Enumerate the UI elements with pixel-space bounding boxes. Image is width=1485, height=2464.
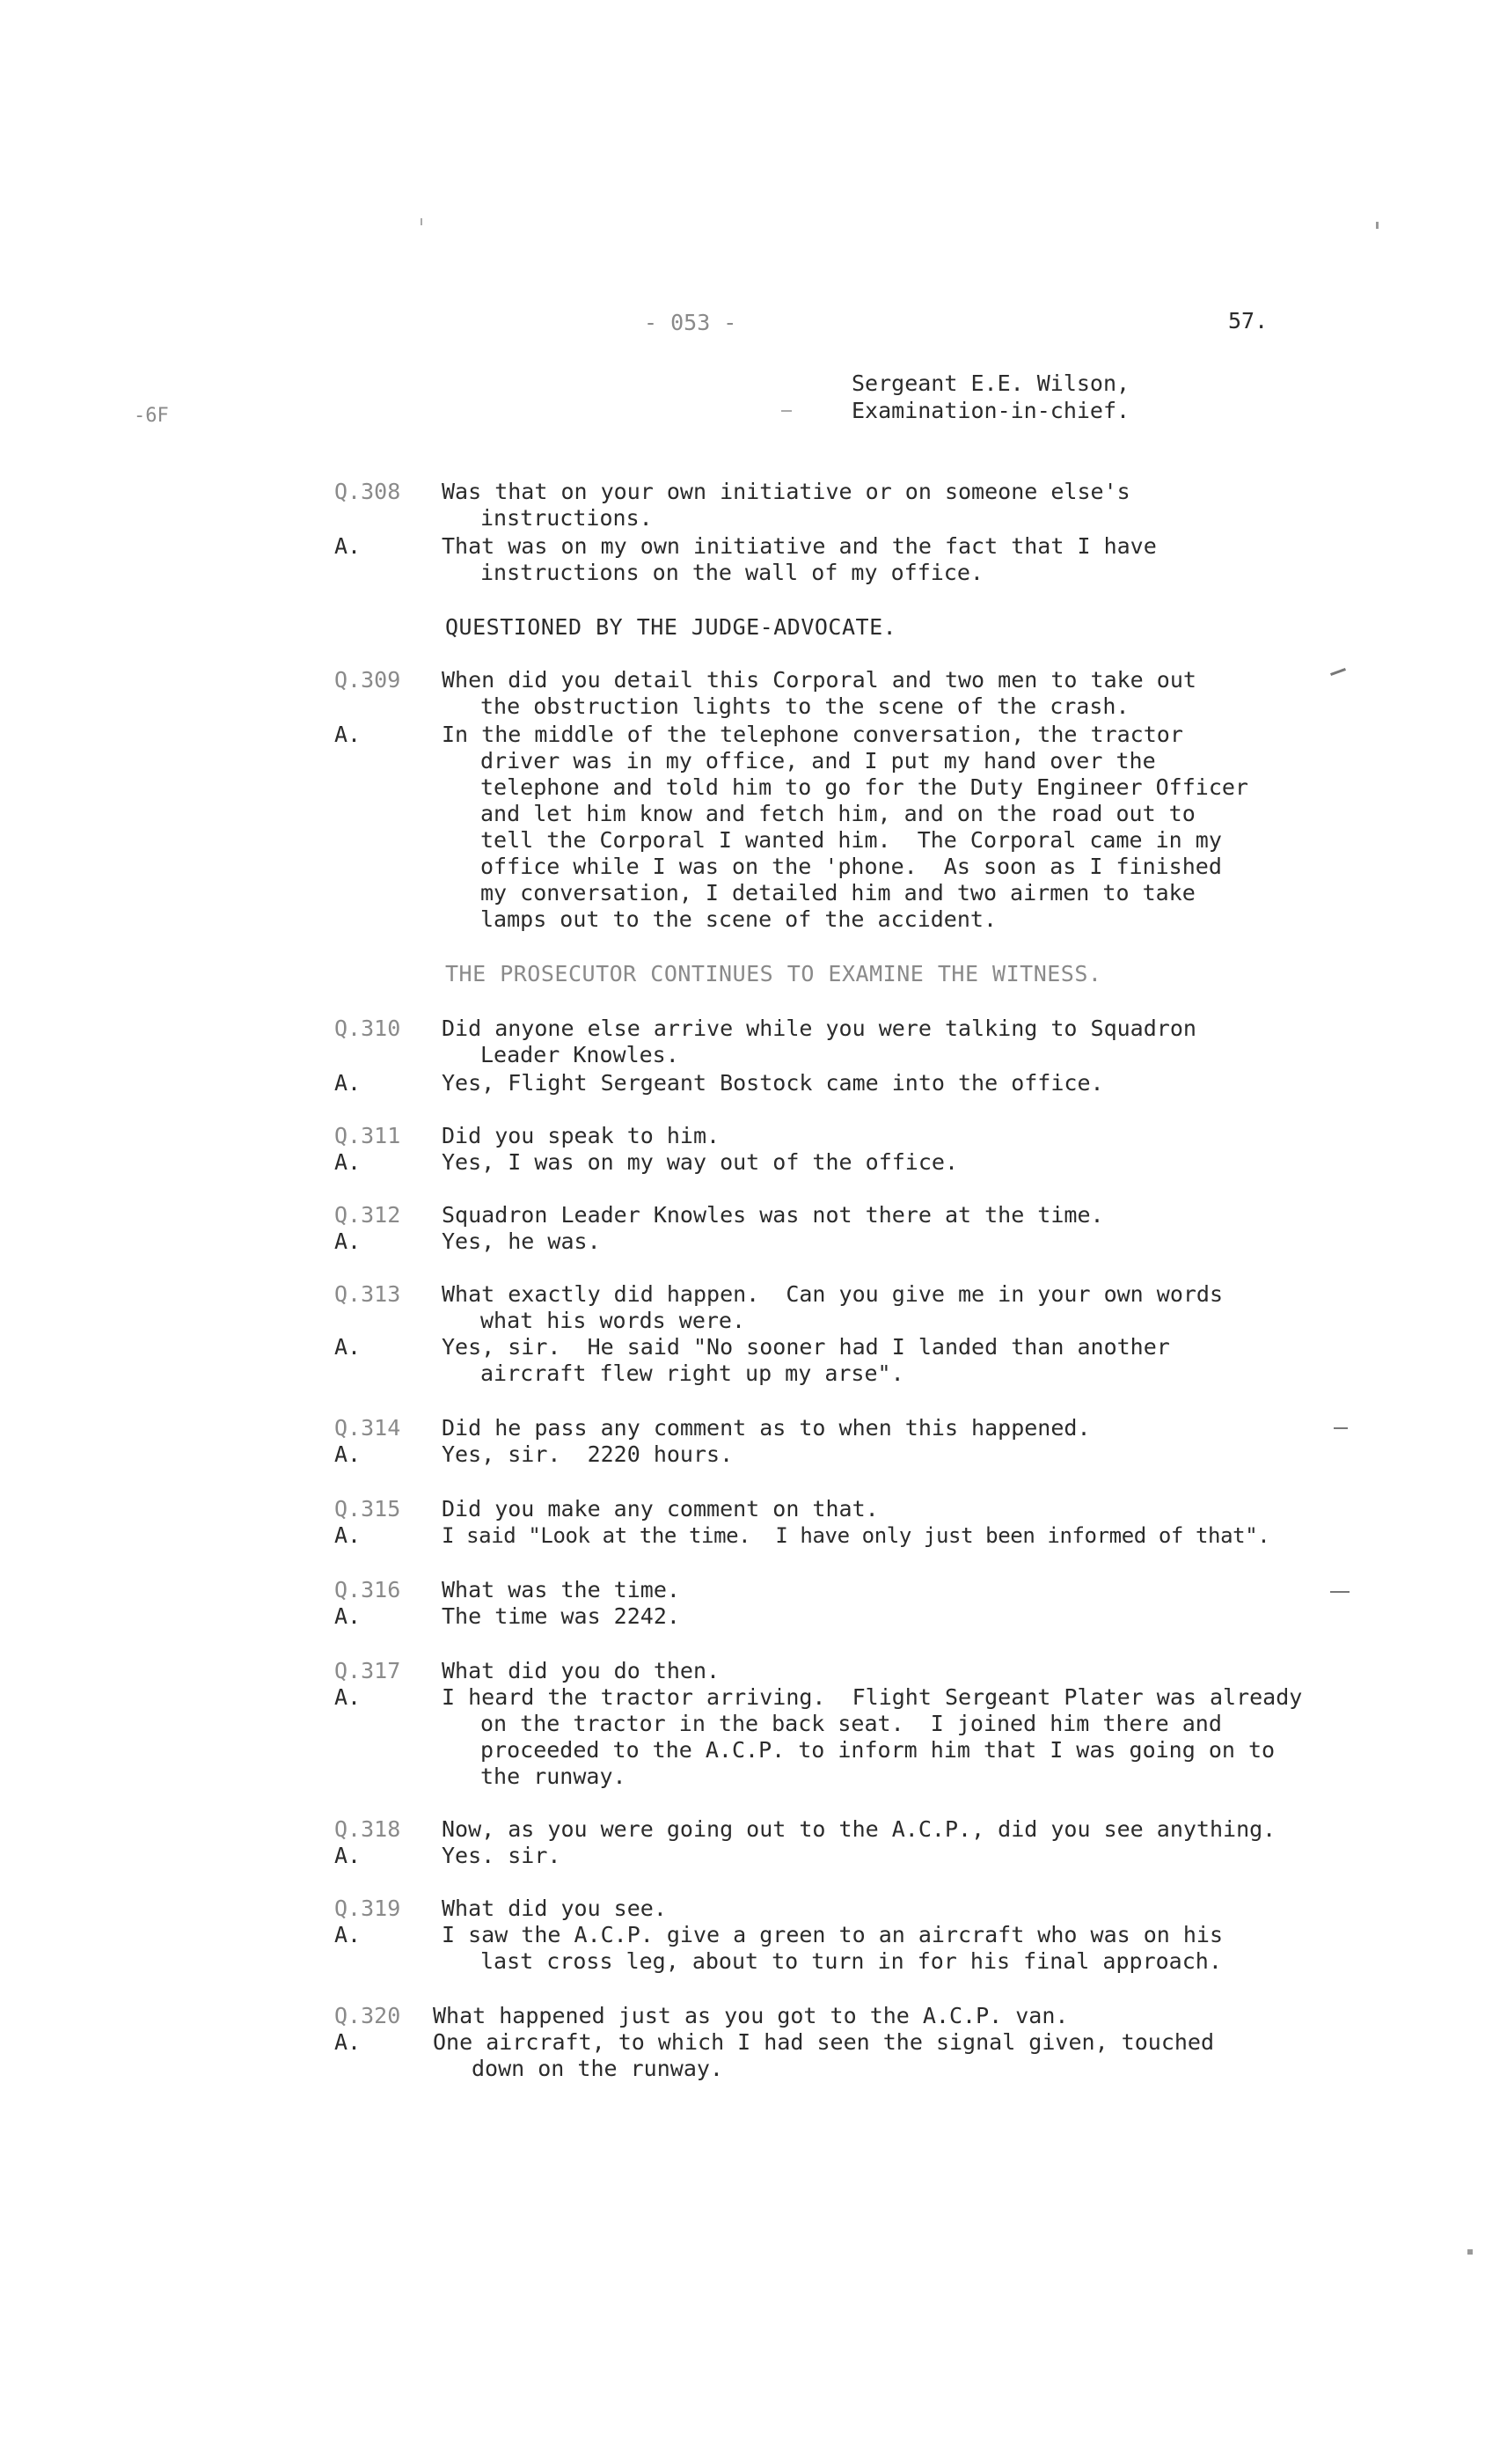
- answer-text: Yes, I was on my way out of the office.: [442, 1149, 958, 1175]
- answer-text: Yes, Flight Sergeant Bostock came into the office.: [442, 1070, 1104, 1096]
- answer-label: A.: [334, 1603, 362, 1629]
- answer-label: A.: [334, 533, 362, 559]
- question-text: Now, as you were going out to the A.C.P., did you see anything.: [442, 1816, 1277, 1842]
- answer-label: A.: [334, 1334, 362, 1360]
- question-text: Was that on your own initiative or on someone else's: [442, 479, 1130, 504]
- answer-text: aircraft flew right up my arse".: [480, 1360, 904, 1386]
- question-label: Q.310: [334, 1016, 401, 1041]
- answer-text: That was on my own initiative and the fact that I have: [442, 533, 1157, 559]
- question-text: What did you do then.: [442, 1658, 721, 1683]
- answer-text: the runway.: [480, 1764, 626, 1789]
- question-label: Q.319: [334, 1896, 401, 1921]
- answer-label: A.: [334, 1070, 362, 1096]
- scan-mark: [1330, 1591, 1350, 1593]
- answer-text: I heard the tractor arriving. Flight Sergeant Plater was already: [442, 1684, 1303, 1710]
- question-label: Q.312: [334, 1202, 401, 1228]
- question-text: What was the time.: [442, 1577, 680, 1602]
- question-text: instructions.: [480, 505, 653, 531]
- answer-text: tell the Corporal I wanted him. The Corporal came in my: [480, 827, 1222, 853]
- answer-text: and let him know and fetch him, and on the road out to: [480, 801, 1196, 826]
- question-text: Did anyone else arrive while you were talking to Squadron: [442, 1016, 1196, 1041]
- answer-text: I saw the A.C.P. give a green to an aircraft who was on his: [442, 1922, 1224, 1947]
- answer-text: The time was 2242.: [442, 1603, 680, 1629]
- question-text: What did you see.: [442, 1896, 667, 1921]
- question-text: What happened just as you got to the A.C.P. van.: [433, 2003, 1069, 2028]
- question-label: Q.311: [334, 1123, 401, 1148]
- scan-mark: [781, 410, 792, 412]
- answer-text: Yes, sir. 2220 hours.: [442, 1441, 734, 1467]
- answer-text: last cross leg, about to turn in for his final approach.: [480, 1948, 1222, 1974]
- answer-label: A.: [334, 1684, 362, 1710]
- question-label: Q.308: [334, 479, 401, 504]
- question-text: Squadron Leader Knowles was not there at the time.: [442, 1202, 1104, 1228]
- answer-text: telephone and told him to go for the Duty Engineer Officer: [480, 774, 1248, 800]
- question-text: Did you make any comment on that.: [442, 1496, 879, 1522]
- answer-text: instructions on the wall of my office.: [480, 560, 984, 585]
- page-number-center: - 053 -: [644, 310, 737, 335]
- answer-label: A.: [334, 2029, 362, 2055]
- question-text: When did you detail this Corporal and two men to take out: [442, 667, 1196, 693]
- answer-text: One aircraft, to which I had seen the signal given, touched: [433, 2029, 1215, 2055]
- answer-label: A.: [334, 1149, 362, 1175]
- answer-text: driver was in my office, and I put my hand over the: [480, 748, 1156, 774]
- margin-reference: -6F: [134, 405, 169, 427]
- question-text: Leader Knowles.: [480, 1042, 679, 1067]
- question-label: Q.315: [334, 1496, 401, 1522]
- question-text: the obstruction lights to the scene of the crash.: [480, 693, 1130, 719]
- witness-header: [852, 370, 1130, 424]
- scan-mark: [1376, 222, 1379, 229]
- scan-mark: [421, 218, 422, 225]
- answer-text: on the tractor in the back seat. I joined him there and: [480, 1711, 1222, 1736]
- scan-mark: [1467, 2249, 1473, 2255]
- section-heading-prosecutor: THE PROSECUTOR CONTINUES TO EXAMINE THE WITNESS.: [445, 961, 1102, 986]
- answer-label: A.: [334, 1843, 362, 1868]
- question-text: Did he pass any comment as to when this happened.: [442, 1415, 1091, 1441]
- witness-name: Sergeant E.E. Wilson,: [852, 370, 1130, 396]
- answer-text: office while I was on the 'phone. As soon as I finished: [480, 854, 1222, 879]
- answer-label: A.: [334, 722, 362, 747]
- question-label: Q.309: [334, 667, 401, 693]
- examination-stage: Examination-in-chief.: [852, 398, 1130, 423]
- question-label: Q.314: [334, 1415, 401, 1441]
- answer-text: proceeded to the A.C.P. to inform him that I was going on to: [480, 1737, 1276, 1763]
- answer-text: Yes. sir.: [442, 1843, 561, 1868]
- question-label: Q.318: [334, 1816, 401, 1842]
- answer-text: Yes, sir. He said "No sooner had I landed than another: [442, 1334, 1170, 1360]
- answer-text: Yes, he was.: [442, 1228, 601, 1254]
- answer-text: I said "Look at the time. I have only just been informed of that".: [442, 1523, 1270, 1548]
- answer-label: A.: [334, 1441, 362, 1467]
- answer-text: In the middle of the telephone conversation, the tractor: [442, 722, 1183, 747]
- answer-text: down on the runway.: [472, 2056, 723, 2081]
- question-label: Q.317: [334, 1658, 401, 1683]
- question-text: Did you speak to him.: [442, 1123, 721, 1148]
- answer-text: my conversation, I detailed him and two airmen to take: [480, 880, 1196, 906]
- question-text: what his words were.: [480, 1308, 746, 1333]
- answer-label: A.: [334, 1522, 362, 1548]
- answer-label: A.: [334, 1228, 362, 1254]
- section-heading-judge: QUESTIONED BY THE JUDGE-ADVOCATE.: [445, 614, 897, 640]
- scan-mark: [1334, 1427, 1348, 1429]
- question-label: Q.320: [334, 2003, 401, 2028]
- answer-label: A.: [334, 1922, 362, 1947]
- question-label: Q.316: [334, 1577, 401, 1602]
- question-text: What exactly did happen. Can you give me in your own words: [442, 1281, 1224, 1307]
- answer-text: lamps out to the scene of the accident.: [480, 906, 997, 932]
- page-number-right: 57.: [1228, 308, 1269, 334]
- question-label: Q.313: [334, 1281, 401, 1307]
